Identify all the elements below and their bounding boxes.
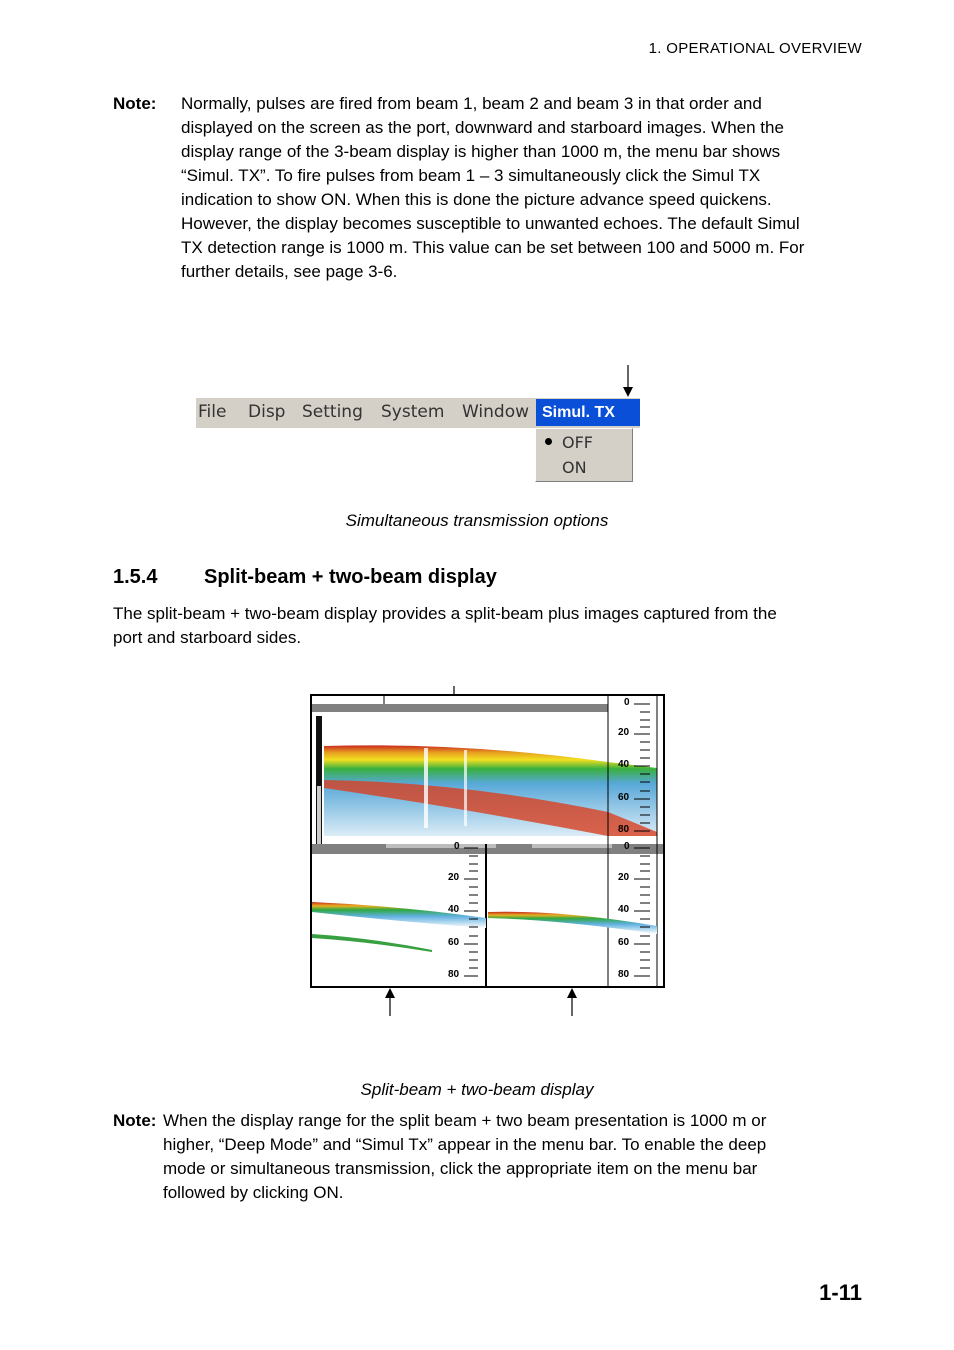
note-line: indication to show ON. When this is done the picture advance speed quickens.	[181, 190, 772, 209]
note-line: TX detection range is 1000 m. This value can be set between 100 and 5000 m. For	[181, 238, 805, 257]
scale-label: 60	[448, 937, 460, 948]
section-title: Split-beam + two-beam display	[204, 566, 497, 588]
scale-label: 40	[618, 759, 630, 770]
scale-label: 0	[624, 841, 630, 852]
note-line: When the display range for the split beam + two beam presentation is 1000 m or	[163, 1111, 767, 1130]
scale-label: 20	[618, 727, 630, 738]
pointer-arrow-bottom-left	[382, 986, 398, 1018]
scale-label: 20	[448, 872, 460, 883]
menu-file[interactable]: File	[198, 402, 227, 422]
page-number: 1-11	[819, 1280, 862, 1305]
note-line: Normally, pulses are fired from beam 1, beam 2 and beam 3 in that order and	[181, 94, 762, 113]
note-line: followed by clicking ON.	[163, 1183, 344, 1202]
intro-text	[113, 602, 777, 650]
note-line: However, the display becomes susceptible to unwanted echoes. The default Simul	[181, 214, 800, 233]
note-body	[181, 92, 804, 284]
section-number: 1.5.4	[113, 566, 158, 588]
note-label: Note:	[113, 94, 157, 113]
menu-window[interactable]: Window	[462, 402, 530, 422]
scale-label: 0	[624, 697, 630, 708]
echogram	[312, 696, 663, 986]
scale-label: 80	[448, 969, 460, 980]
note-body	[163, 1109, 766, 1205]
scale-label: 20	[618, 872, 630, 883]
option-off[interactable]: OFF	[562, 433, 593, 452]
menu-system[interactable]: System	[381, 402, 445, 422]
note-line: further details, see page 3-6.	[181, 262, 398, 281]
menu-setting[interactable]: Setting	[302, 402, 363, 422]
scale-label: 60	[618, 792, 630, 803]
option-on[interactable]: ON	[562, 458, 587, 477]
menu-disp[interactable]: Disp	[248, 402, 286, 422]
intro-line: The split-beam + two-beam display provides a split-beam plus images captured from the	[113, 604, 777, 623]
figure-caption: Split-beam + two-beam display	[360, 1080, 594, 1099]
intro-line: port and starboard sides.	[113, 628, 302, 647]
figure-caption: Simultaneous transmission options	[345, 511, 609, 530]
running-header: 1. OPERATIONAL OVERVIEW	[648, 40, 862, 57]
pointer-arrow-bottom-right	[564, 986, 580, 1018]
scale-label: 0	[454, 841, 460, 852]
note-line: displayed on the screen as the port, downward and starboard images. When the	[181, 118, 784, 137]
simul-tx-dropdown	[535, 428, 633, 482]
note-line: higher, “Deep Mode” and “Simul Tx” appear in the menu bar. To enable the deep	[163, 1135, 767, 1154]
pointer-arrow	[620, 365, 636, 399]
menu-simul-tx[interactable]: Simul. TX	[536, 399, 640, 426]
note-label: Note:	[113, 1111, 157, 1130]
selected-bullet-icon	[545, 438, 552, 445]
note-line: “Simul. TX”. To fire pulses from beam 1 – 3 simultaneously click the Simul TX	[181, 166, 761, 185]
scale-label: 80	[618, 969, 630, 980]
scale-label: 40	[618, 904, 630, 915]
note-line: mode or simultaneous transmission, click the appropriate item on the menu bar	[163, 1159, 758, 1178]
note-line: display range of the 3-beam display is higher than 1000 m, the menu bar shows	[181, 142, 781, 161]
split-beam-display	[310, 694, 665, 988]
scale-label: 60	[618, 937, 630, 948]
scale-label: 40	[448, 904, 460, 915]
scale-label: 80	[618, 824, 630, 835]
